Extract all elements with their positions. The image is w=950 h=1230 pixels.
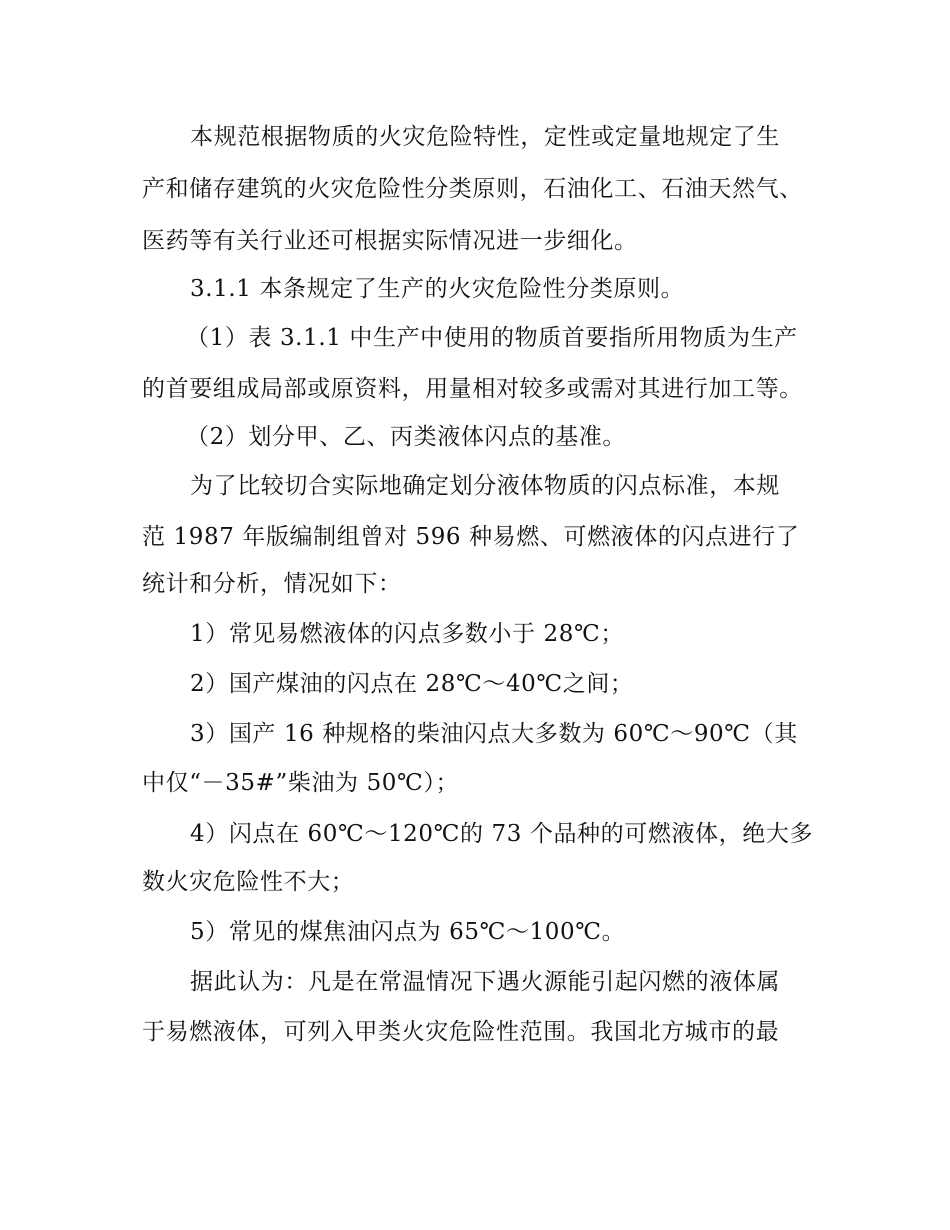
paragraph-line: 范 1987 年版编制组曾对 596 种易燃、可燃液体的闪点进行了 [142, 524, 800, 550]
paragraph-line: 医药等有关行业还可根据实际情况进一步细化。 [142, 228, 638, 254]
list-item: 5）常见的煤焦油闪点为 65℃～100℃。 [190, 919, 626, 945]
list-item-continuation: 中仅“－35#”柴油为 50℃）； [142, 770, 460, 796]
list-item: 3）国产 16 种规格的柴油闪点大多数为 60℃～90℃（其 [190, 721, 798, 747]
paragraph-line: 据此认为：凡是在常温情况下遇火源能引起闪燃的液体属 [190, 969, 780, 995]
paragraph-line: 统计和分析，情况如下： [142, 571, 402, 597]
list-item-continuation: 数火灾危险性不大； [142, 869, 355, 895]
list-item: 4）闪点在 60℃～120℃的 73 个品种的可燃液体，绝大多 [190, 821, 814, 847]
list-item: 1）常见易燃液体的闪点多数小于 28℃； [190, 621, 624, 647]
paragraph-line: 本规范根据物质的火灾危险特性，定性或定量地规定了生 [190, 124, 780, 150]
list-item: 2）国产煤油的闪点在 28℃～40℃之间； [190, 671, 634, 697]
section-heading: 3.1.1 本条规定了生产的火灾危险性分类原则。 [190, 276, 685, 302]
paragraph-line: 于易燃液体，可列入甲类火灾危险性范围。我国北方城市的最 [142, 1019, 780, 1045]
paragraph-line: （1）表 3.1.1 中生产中使用的物质首要指所用物质为生产 [186, 325, 798, 351]
paragraph-line: 的首要组成局部或原资料，用量相对较多或需对其进行加工等。 [142, 376, 803, 402]
paragraph-line: （2）划分甲、乙、丙类液体闪点的基准。 [186, 424, 627, 450]
paragraph-line: 产和储存建筑的火灾危险性分类原则，石油化工、石油天然气、 [142, 176, 803, 202]
paragraph-line: 为了比较切合实际地确定划分液体物质的闪点标准，本规 [190, 473, 780, 499]
